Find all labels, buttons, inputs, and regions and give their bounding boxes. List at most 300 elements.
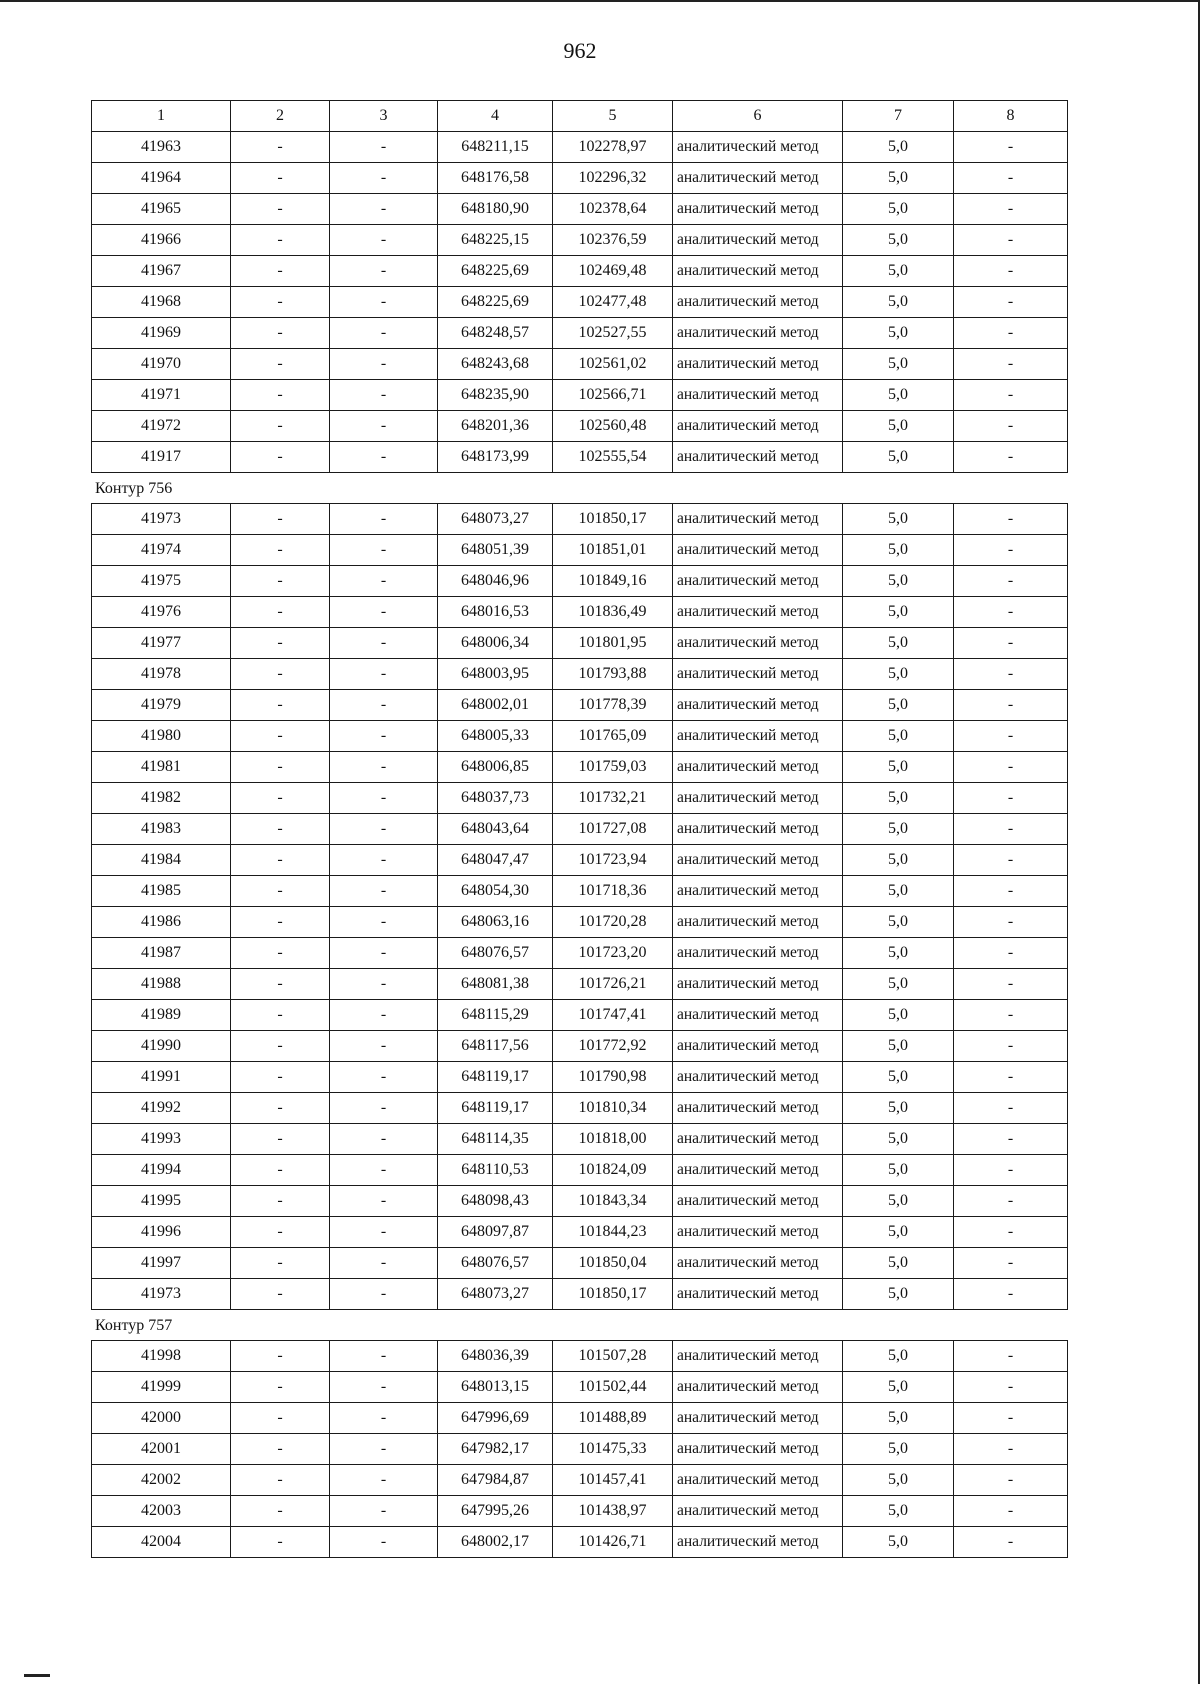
table-row	[92, 969, 1068, 1000]
table-cell: 101843,34	[553, 1186, 673, 1217]
table-cell: 102477,48	[553, 287, 673, 318]
table-cell: 41988	[92, 969, 231, 1000]
table-cell: 101718,36	[553, 876, 673, 907]
table-cell: -	[954, 287, 1068, 318]
scan-corner-mark	[24, 1674, 50, 1677]
table-cell: -	[231, 1124, 330, 1155]
table-cell: 5,0	[843, 721, 954, 752]
table-cell: аналитический метод	[673, 876, 843, 907]
table-cell: 5,0	[843, 504, 954, 535]
table-cell: 648117,56	[438, 1031, 553, 1062]
table-cell: -	[954, 504, 1068, 535]
table-cell: аналитический метод	[673, 1248, 843, 1279]
table-cell: 101457,41	[553, 1465, 673, 1496]
table-cell: -	[231, 380, 330, 411]
table-cell: -	[231, 1434, 330, 1465]
table-cell: 5,0	[843, 194, 954, 225]
table-cell: аналитический метод	[673, 1279, 843, 1310]
table-cell: -	[330, 628, 438, 659]
table-cell: 41985	[92, 876, 231, 907]
table-cell: 5,0	[843, 659, 954, 690]
table-cell: -	[330, 566, 438, 597]
table-row	[92, 1217, 1068, 1248]
table-cell: 5,0	[843, 876, 954, 907]
table-cell: 101426,71	[553, 1527, 673, 1558]
table-cell: 648002,17	[438, 1527, 553, 1558]
table-cell: 41986	[92, 907, 231, 938]
table-cell: 648005,33	[438, 721, 553, 752]
table-cell: 101438,97	[553, 1496, 673, 1527]
table-cell: -	[231, 349, 330, 380]
table-cell: -	[954, 535, 1068, 566]
table-row	[92, 597, 1068, 628]
table-cell: аналитический метод	[673, 1062, 843, 1093]
table-cell: -	[231, 194, 330, 225]
table-cell: -	[330, 318, 438, 349]
table-row	[92, 1155, 1068, 1186]
table-cell: 41976	[92, 597, 231, 628]
table-cell: 101836,49	[553, 597, 673, 628]
column-header: 7	[843, 101, 954, 132]
table-cell: 648176,58	[438, 163, 553, 194]
table-cell: 648047,47	[438, 845, 553, 876]
table-cell: 41975	[92, 566, 231, 597]
table-row	[92, 721, 1068, 752]
table-row	[92, 1124, 1068, 1155]
table-cell: 5,0	[843, 1372, 954, 1403]
table-row	[92, 163, 1068, 194]
table-cell: -	[954, 1186, 1068, 1217]
table-cell: -	[954, 442, 1068, 473]
table-cell: 5,0	[843, 1124, 954, 1155]
column-header: 1	[92, 101, 231, 132]
table-cell: -	[231, 876, 330, 907]
table-row	[92, 411, 1068, 442]
table-row	[92, 256, 1068, 287]
table-cell: -	[330, 969, 438, 1000]
table-cell: -	[231, 1248, 330, 1279]
table-cell: 5,0	[843, 566, 954, 597]
table-cell: -	[330, 1248, 438, 1279]
table-cell: -	[231, 752, 330, 783]
table-cell: -	[954, 1062, 1068, 1093]
table-cell: 5,0	[843, 1062, 954, 1093]
table-cell: -	[954, 969, 1068, 1000]
table-cell: -	[231, 411, 330, 442]
table-cell: -	[954, 1527, 1068, 1558]
table-cell: -	[330, 690, 438, 721]
table-cell: аналитический метод	[673, 287, 843, 318]
table-cell: -	[330, 225, 438, 256]
table-cell: -	[954, 225, 1068, 256]
table-cell: -	[231, 907, 330, 938]
table-cell: 101772,92	[553, 1031, 673, 1062]
table-cell: -	[954, 163, 1068, 194]
table-cell: -	[231, 318, 330, 349]
table-cell: -	[954, 411, 1068, 442]
table-cell: -	[231, 969, 330, 1000]
table-cell: -	[231, 690, 330, 721]
column-header: 5	[553, 101, 673, 132]
table-cell: -	[231, 1062, 330, 1093]
table-cell: -	[330, 132, 438, 163]
contour-label: Контур 757	[95, 1317, 173, 1334]
table-cell: 5,0	[843, 814, 954, 845]
table-cell: -	[954, 1279, 1068, 1310]
table-row	[92, 1031, 1068, 1062]
table-cell: -	[330, 752, 438, 783]
table-cell: -	[330, 1000, 438, 1031]
table-cell: 648073,27	[438, 504, 553, 535]
table-row	[92, 380, 1068, 411]
table-cell: 101507,28	[553, 1341, 673, 1372]
table-cell: -	[330, 535, 438, 566]
table-cell: -	[231, 1465, 330, 1496]
table-cell: 648036,39	[438, 1341, 553, 1372]
table-cell: 648054,30	[438, 876, 553, 907]
table-cell: 5,0	[843, 690, 954, 721]
table-cell: 5,0	[843, 752, 954, 783]
table-row	[92, 1279, 1068, 1310]
table-cell: 648063,16	[438, 907, 553, 938]
column-header: 8	[954, 101, 1068, 132]
table-cell: аналитический метод	[673, 1341, 843, 1372]
table-cell: 41966	[92, 225, 231, 256]
table-cell: -	[231, 1403, 330, 1434]
table-cell: 101723,20	[553, 938, 673, 969]
table-cell: 41969	[92, 318, 231, 349]
table-cell: -	[330, 814, 438, 845]
column-header: 2	[231, 101, 330, 132]
table-cell: 648081,38	[438, 969, 553, 1000]
table-cell: -	[231, 256, 330, 287]
table-row	[92, 1000, 1068, 1031]
table-cell: -	[954, 938, 1068, 969]
table-cell: -	[954, 566, 1068, 597]
table-row	[92, 1341, 1068, 1372]
table-row	[92, 938, 1068, 969]
table-cell: аналитический метод	[673, 1372, 843, 1403]
table-cell: -	[330, 721, 438, 752]
table-cell: аналитический метод	[673, 721, 843, 752]
table-cell: 648110,53	[438, 1155, 553, 1186]
table-cell: -	[954, 1248, 1068, 1279]
table-cell: -	[954, 597, 1068, 628]
table-cell: аналитический метод	[673, 1124, 843, 1155]
table-cell: -	[954, 845, 1068, 876]
table-cell: 101747,41	[553, 1000, 673, 1031]
table-cell: аналитический метод	[673, 535, 843, 566]
table-cell: -	[330, 1217, 438, 1248]
table-cell: 5,0	[843, 783, 954, 814]
table-cell: 101818,00	[553, 1124, 673, 1155]
table-cell: 5,0	[843, 535, 954, 566]
table-cell: 648016,53	[438, 597, 553, 628]
table-cell: -	[231, 1186, 330, 1217]
table-cell: 102296,32	[553, 163, 673, 194]
table-cell: 5,0	[843, 349, 954, 380]
table-cell: -	[954, 1496, 1068, 1527]
table-cell: -	[231, 1341, 330, 1372]
table-cell: 102278,97	[553, 132, 673, 163]
table-cell: 648043,64	[438, 814, 553, 845]
table-cell: -	[231, 845, 330, 876]
table-cell: -	[330, 380, 438, 411]
table-cell: 41980	[92, 721, 231, 752]
table-cell: 648046,96	[438, 566, 553, 597]
table-cell: аналитический метод	[673, 504, 843, 535]
table-cell: -	[954, 1372, 1068, 1403]
table-cell: -	[231, 721, 330, 752]
table-cell: 41999	[92, 1372, 231, 1403]
table-cell: -	[231, 783, 330, 814]
table-row	[92, 814, 1068, 845]
table-row	[92, 659, 1068, 690]
table-cell: 101720,28	[553, 907, 673, 938]
table-cell: -	[231, 814, 330, 845]
table-row	[92, 1186, 1068, 1217]
table-cell: 648119,17	[438, 1093, 553, 1124]
table-cell: 101810,34	[553, 1093, 673, 1124]
table-cell: -	[330, 287, 438, 318]
table-cell: 647995,26	[438, 1496, 553, 1527]
table-row	[92, 907, 1068, 938]
table-cell: 648076,57	[438, 938, 553, 969]
table-cell: -	[231, 1000, 330, 1031]
table-cell: 41977	[92, 628, 231, 659]
table-cell: -	[954, 690, 1068, 721]
table-cell: 5,0	[843, 597, 954, 628]
table-cell: -	[954, 1124, 1068, 1155]
table-cell: -	[330, 1496, 438, 1527]
table-cell: -	[954, 814, 1068, 845]
table-cell: аналитический метод	[673, 132, 843, 163]
table-cell: -	[231, 287, 330, 318]
table-cell: -	[330, 1093, 438, 1124]
table-cell: -	[330, 504, 438, 535]
table-cell: -	[231, 1372, 330, 1403]
table-cell: аналитический метод	[673, 1000, 843, 1031]
table-cell: 5,0	[843, 1403, 954, 1434]
table-cell: -	[330, 411, 438, 442]
table-cell: -	[954, 1155, 1068, 1186]
table-cell: 5,0	[843, 1527, 954, 1558]
table-cell: 101844,23	[553, 1217, 673, 1248]
table-cell: -	[954, 318, 1068, 349]
table-cell: 41997	[92, 1248, 231, 1279]
table-cell: 648002,01	[438, 690, 553, 721]
contour-label: Контур 756	[95, 480, 173, 497]
table-cell: -	[954, 659, 1068, 690]
table-cell: -	[954, 1217, 1068, 1248]
table-cell: 648225,69	[438, 256, 553, 287]
table-cell: 41979	[92, 690, 231, 721]
table-cell: 41973	[92, 504, 231, 535]
table-row	[92, 504, 1068, 535]
table-row	[92, 1248, 1068, 1279]
table-cell: 5,0	[843, 1186, 954, 1217]
table-cell: аналитический метод	[673, 845, 843, 876]
table-cell: -	[330, 1124, 438, 1155]
table-cell: аналитический метод	[673, 628, 843, 659]
table-cell: -	[954, 1465, 1068, 1496]
table-cell: 5,0	[843, 1465, 954, 1496]
table-cell: 41971	[92, 380, 231, 411]
coordinates-table	[91, 100, 1068, 473]
table-cell: 101778,39	[553, 690, 673, 721]
table-cell: -	[231, 1496, 330, 1527]
table-row	[92, 628, 1068, 659]
table-cell: 5,0	[843, 318, 954, 349]
table-cell: 5,0	[843, 132, 954, 163]
table-cell: -	[954, 1031, 1068, 1062]
table-cell: -	[954, 876, 1068, 907]
table-cell: -	[330, 256, 438, 287]
table-cell: -	[231, 566, 330, 597]
table-cell: -	[330, 1341, 438, 1372]
table-cell: 42003	[92, 1496, 231, 1527]
table-cell: -	[231, 659, 330, 690]
table-row	[92, 442, 1068, 473]
table-cell: 648114,35	[438, 1124, 553, 1155]
table-cell: 5,0	[843, 1217, 954, 1248]
table-cell: 648225,15	[438, 225, 553, 256]
table-cell: 5,0	[843, 938, 954, 969]
table-cell: -	[330, 349, 438, 380]
table-row	[92, 318, 1068, 349]
table-cell: -	[954, 194, 1068, 225]
table-cell: 41972	[92, 411, 231, 442]
table-cell: -	[954, 1000, 1068, 1031]
table-cell: 648006,85	[438, 752, 553, 783]
table-row	[92, 349, 1068, 380]
table-cell: 41987	[92, 938, 231, 969]
table-cell: 101732,21	[553, 783, 673, 814]
table-cell: аналитический метод	[673, 411, 843, 442]
table-cell: аналитический метод	[673, 597, 843, 628]
table-cell: -	[231, 1279, 330, 1310]
table-cell: -	[954, 132, 1068, 163]
table-cell: -	[330, 1186, 438, 1217]
table-cell: аналитический метод	[673, 380, 843, 411]
table-cell: 648201,36	[438, 411, 553, 442]
table-cell: 5,0	[843, 1000, 954, 1031]
coordinates-table	[91, 503, 1068, 1310]
table-cell: 101793,88	[553, 659, 673, 690]
table-cell: 5,0	[843, 845, 954, 876]
table-cell: 41983	[92, 814, 231, 845]
table-cell: аналитический метод	[673, 318, 843, 349]
table-cell: 647984,87	[438, 1465, 553, 1496]
table-cell: -	[231, 132, 330, 163]
table-cell: -	[231, 1527, 330, 1558]
table-cell: -	[954, 1434, 1068, 1465]
table-row	[92, 132, 1068, 163]
table-cell: -	[330, 1403, 438, 1434]
table-cell: -	[330, 876, 438, 907]
table-cell: -	[330, 163, 438, 194]
coordinates-sheet	[91, 100, 1067, 1558]
table-cell: 101502,44	[553, 1372, 673, 1403]
table-cell: -	[330, 1372, 438, 1403]
table-cell: 42001	[92, 1434, 231, 1465]
table-cell: 5,0	[843, 969, 954, 1000]
table-cell: аналитический метод	[673, 969, 843, 1000]
table-cell: -	[231, 628, 330, 659]
table-cell: 648076,57	[438, 1248, 553, 1279]
table-cell: 41992	[92, 1093, 231, 1124]
table-cell: 101850,04	[553, 1248, 673, 1279]
table-cell: 41996	[92, 1217, 231, 1248]
table-row	[92, 225, 1068, 256]
table-cell: 101475,33	[553, 1434, 673, 1465]
table-cell: 648037,73	[438, 783, 553, 814]
table-row	[92, 752, 1068, 783]
table-cell: аналитический метод	[673, 907, 843, 938]
table-cell: аналитический метод	[673, 1031, 843, 1062]
table-cell: 648115,29	[438, 1000, 553, 1031]
table-cell: -	[330, 194, 438, 225]
table-cell: -	[954, 1403, 1068, 1434]
table-cell: 648235,90	[438, 380, 553, 411]
table-cell: 5,0	[843, 380, 954, 411]
table-cell: -	[330, 597, 438, 628]
table-cell: аналитический метод	[673, 690, 843, 721]
table-cell: аналитический метод	[673, 163, 843, 194]
table-cell: -	[231, 1093, 330, 1124]
table-cell: -	[330, 845, 438, 876]
table-cell: 648225,69	[438, 287, 553, 318]
table-cell: -	[954, 721, 1068, 752]
table-cell: -	[231, 1031, 330, 1062]
table-cell: 101765,09	[553, 721, 673, 752]
table-cell: -	[954, 783, 1068, 814]
table-row	[92, 690, 1068, 721]
table-cell: -	[231, 597, 330, 628]
table-cell: 5,0	[843, 163, 954, 194]
table-cell: аналитический метод	[673, 1465, 843, 1496]
table-cell: 41917	[92, 442, 231, 473]
table-cell: -	[330, 907, 438, 938]
table-cell: 5,0	[843, 256, 954, 287]
table-cell: -	[231, 163, 330, 194]
table-cell: 647982,17	[438, 1434, 553, 1465]
table-row	[92, 1434, 1068, 1465]
table-cell: 5,0	[843, 1155, 954, 1186]
table-cell: -	[330, 659, 438, 690]
table-cell: -	[231, 225, 330, 256]
table-cell: 41964	[92, 163, 231, 194]
table-cell: -	[330, 1527, 438, 1558]
table-cell: -	[954, 628, 1068, 659]
column-header: 4	[438, 101, 553, 132]
table-cell: -	[330, 442, 438, 473]
table-cell: 102555,54	[553, 442, 673, 473]
table-cell: -	[330, 1279, 438, 1310]
table-cell: аналитический метод	[673, 225, 843, 256]
table-cell: 5,0	[843, 1434, 954, 1465]
table-cell: -	[330, 1155, 438, 1186]
table-cell: 101726,21	[553, 969, 673, 1000]
table-cell: -	[954, 256, 1068, 287]
table-cell: -	[231, 938, 330, 969]
table-row	[92, 1372, 1068, 1403]
table-cell: аналитический метод	[673, 752, 843, 783]
table-cell: 648051,39	[438, 535, 553, 566]
table-cell: аналитический метод	[673, 1496, 843, 1527]
table-cell: -	[231, 1217, 330, 1248]
table-cell: 41970	[92, 349, 231, 380]
